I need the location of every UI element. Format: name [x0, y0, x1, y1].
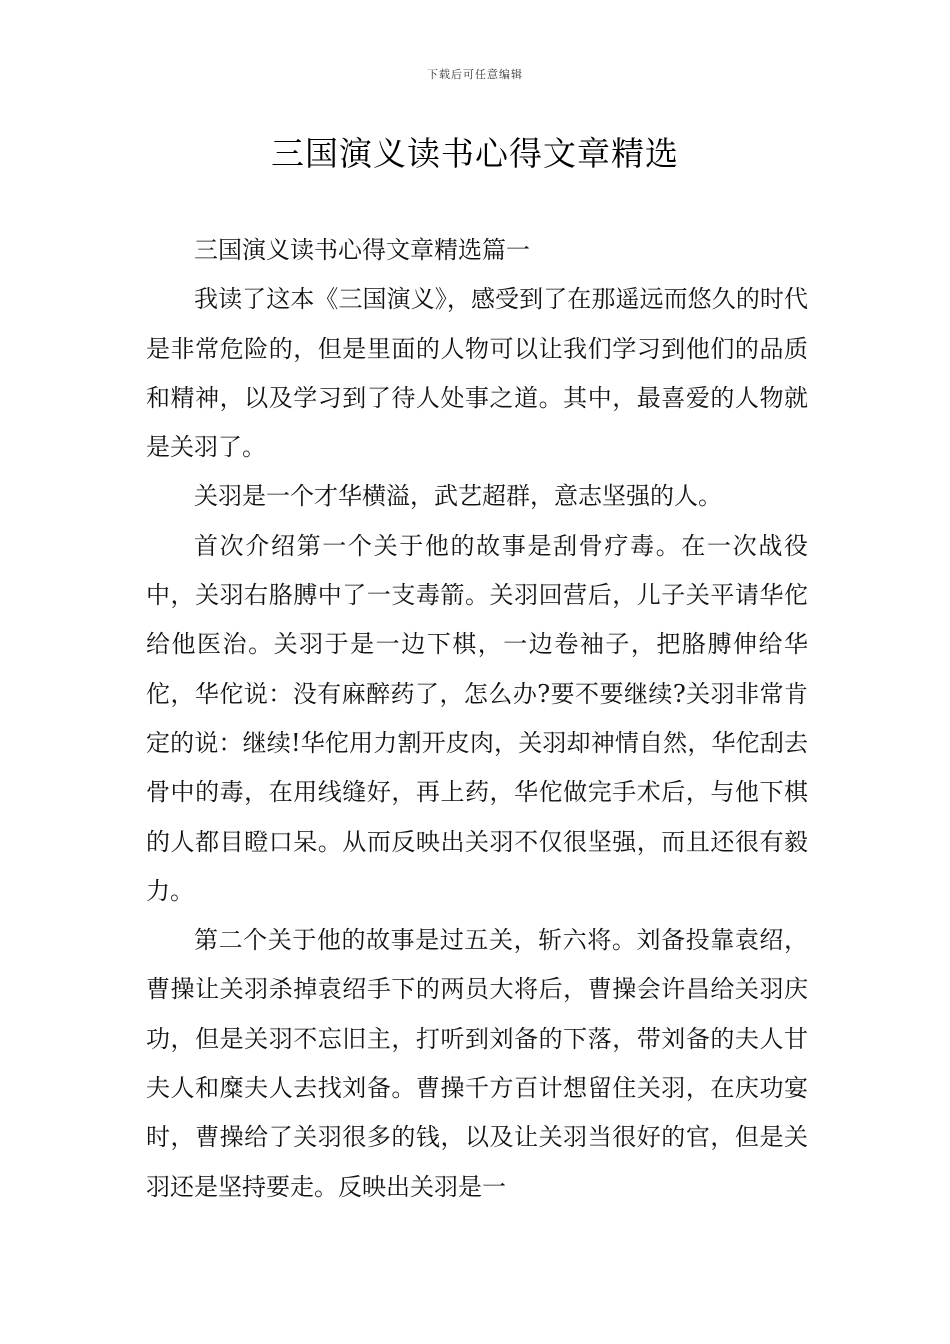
paragraph: 首次介绍第一个关于他的故事是刮骨疗毒。在一次战役中，关羽右胳膊中了一支毒箭。关羽回营后，儿子关平请华佗给他医治。关羽于是一边下棋，一边卷袖子，把胳膊伸给华佗，华佗说：没有麻醉药了，怎么办?要不要继续?关羽非常肯定的说：继续!华佗用力割开皮肉，关羽却神情自然，华佗刮去骨中的毒，在用线缝好，再上药，华佗做完手术后，与他下棋的人都目瞪口呆。从而反映出关羽不仅很坚强，而且还很有毅力。: [146, 531, 808, 905]
paragraph: 第二个关于他的故事是过五关，斩六将。刘备投靠袁绍，曹操让关羽杀掉袁绍手下的两员大将后，曹操会许昌给关羽庆功，但是关羽不忘旧主，打听到刘备的下落，带刘备的夫人甘夫人和糜夫人去找刘备。曹操千方百计想留住关羽，在庆功宴时，曹操给了关羽很多的钱，以及让关羽当很好的官，但是关羽还是坚持要走。反映出关羽是一: [146, 926, 808, 1201]
header-note: 下载后可任意编辑: [427, 68, 523, 81]
document-title: 三国演义读书心得文章精选: [271, 134, 679, 173]
section-heading: 三国演义读书心得文章精选篇一: [194, 236, 530, 264]
paragraph: 关羽是一个才华横溢，武艺超群，意志坚强的人。: [194, 482, 722, 511]
document-body: [146, 226, 808, 1212]
paragraph: 我读了这本《三国演义》，感受到了在那遥远而悠久的时代是非常危险的，但是里面的人物可以让我们学习到他们的品质和精神，以及学习到了待人处事之道。其中，最喜爱的人物就是关羽了。: [146, 285, 808, 462]
